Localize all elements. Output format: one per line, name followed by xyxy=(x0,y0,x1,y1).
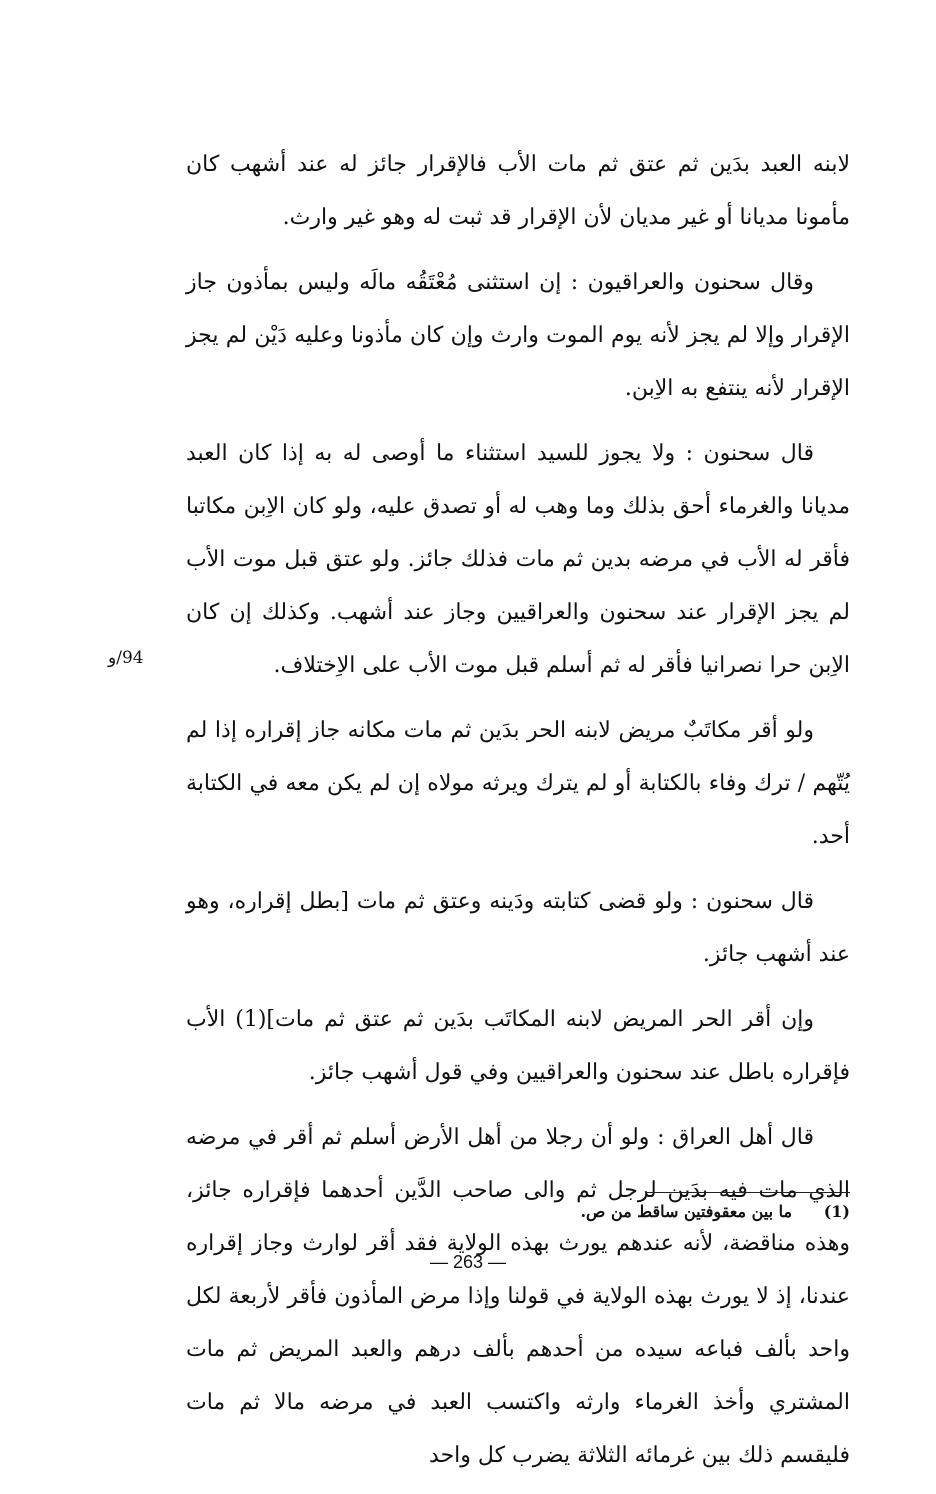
footnote-number: (1) xyxy=(823,1202,850,1221)
paragraph-7: قال أهل العراق : ولو أن رجلا من أهل الأرض أسلم ثم أقر في مرضه الذي مات فيه بدَين لرجل ثم والى صاحب الدَّين أحدهما فإقراره جائز، وهذه مناقضة، لأنه عندهم يورث بهذه الولاية فقد أقر لوارث وجاز إقراره عندنا، إذ لا يورث بهذه الولاية في قولنا وإذا مرض المأذون فأقر لأربعة لكل واحد بألف فباعه سيده من أحدهم بألف درهم والعبد المريض ثم مات المشتري وأخذ الغرماء وارثه واكتسب العبد في مرضه مالا ثم مات فليقسم ذلك بين غرمائه الثلاثة يضرب كل واحد xyxy=(186,1125,850,1468)
footnote-separator xyxy=(646,1192,850,1193)
paragraph-4: ولو أقر مكاتَبٌ مريض لابنه الحر بدَين ثم مات مكانه جاز إقراره إذا لم يُتّهم / ترك وفاء بالكتابة أو لم يترك ويرثه مولاه إن لم يكن معه في الكتابة أحد. xyxy=(186,718,850,849)
paragraph-3: قال سحنون : ولا يجوز للسيد استثناء ما أوصى له به إذا كان العبد مديانا والغرماء أحق بذلك وما وهب له أو تصدق عليه، ولو كان الاِبن مكاتبا فأقر له الأب في مرضه بدين ثم مات فذلك جائز. ولو عتق قبل موت الأب لم يجز الإقرار عند سحنون والعراقيين وجاز عند أشهب. وكذلك إن كان الاِبن حرا نصرانيا فأقر له ثم أسلم قبل موت الأب على الاِختلاف. xyxy=(186,441,850,678)
main-text xyxy=(186,138,850,1494)
page-number: — 263 — xyxy=(429,1252,507,1272)
folio-margin-note: 94/و xyxy=(108,648,144,668)
paragraph-6: وإن أقر الحر المريض لابنه المكاتَب بدَين ثم عتق ثم مات](1) الأب فإقراره باطل عند سحنون والعراقيين وفي قول أشهب جائز. xyxy=(186,1007,850,1085)
paragraph-5: قال سحنون : ولو قضى كتابته ودَينه وعتق ثم مات [بطل إقراره، وهو عند أشهب جائز. xyxy=(186,889,850,967)
footnote xyxy=(580,1202,850,1221)
footnote-text: ما بين معقوفتين ساقط من ص. xyxy=(580,1202,793,1221)
paragraph-2: وقال سحنون والعراقيون : إن استثنى مُعْتَقُه مالَه وليس بمأذون جاز الإقرار وإلا لم يجز لأنه يوم الموت وارث وإن كان مأذونا وعليه دَيْن لم يجز الإقرار لأنه ينتفع به الاِبن. xyxy=(186,270,850,401)
paragraph-1: لابنه العبد بدَين ثم عتق ثم مات الأب فالإقرار جائز له عند أشهب كان مأمونا مديانا أو غير مديان لأن الإقرار قد ثبت له وهو غير وارث. xyxy=(186,152,850,230)
